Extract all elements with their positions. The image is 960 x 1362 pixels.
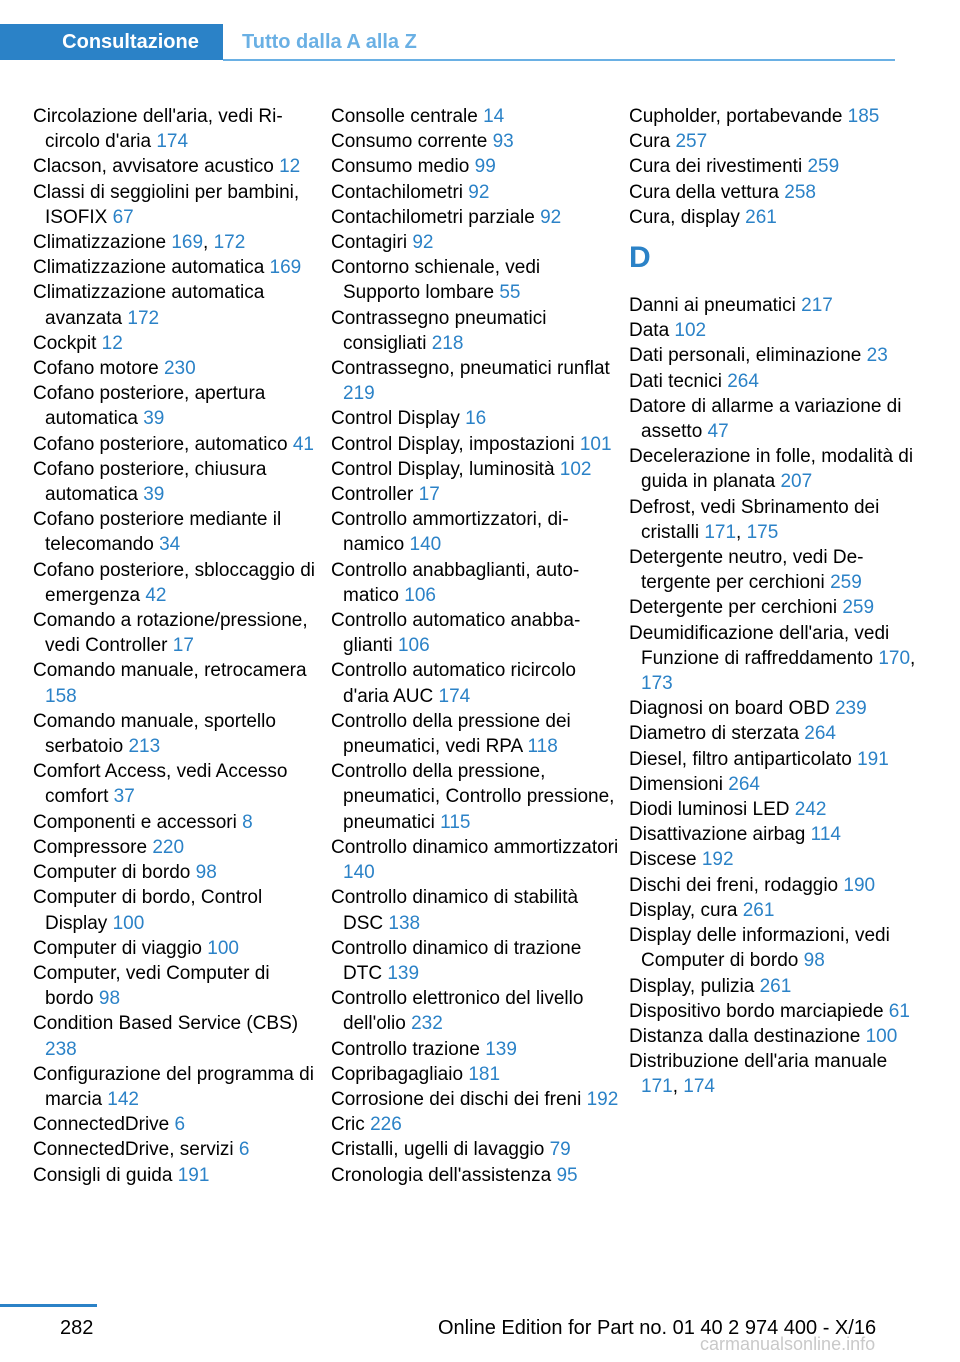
index-entry-term: Cric: [331, 1114, 365, 1136]
index-entry-term: Contachilometri parziale: [331, 206, 535, 228]
index-entry: [331, 432, 621, 457]
index-entry: [629, 154, 919, 179]
index-entry-term: Cofano posteriore, sbloccaggio di emergenza: [33, 559, 316, 606]
page-reference-link[interactable]: 259: [842, 597, 875, 619]
index-entry: [629, 847, 919, 872]
index-entry-term: Cockpit: [33, 332, 97, 354]
page-reference-link[interactable]: 100: [865, 1025, 898, 1047]
index-entry-term: Controller: [331, 484, 414, 506]
index-entry-term: Computer di bordo: [33, 862, 191, 884]
section-tab[interactable]: Consultazione: [0, 24, 223, 60]
index-entry: [331, 356, 621, 406]
index-entry: [331, 406, 621, 431]
page-reference-link[interactable]: 207: [780, 471, 813, 493]
index-entry-term: Climatizzazione automatica avanzata: [33, 282, 265, 329]
index-entry: [331, 759, 621, 835]
page-reference-link[interactable]: 172: [127, 307, 160, 329]
index-entry-term: Detergente per cerchioni: [629, 597, 838, 619]
index-entry-term: Controllo trazione: [331, 1038, 480, 1060]
page-reference-link[interactable]: 258: [784, 181, 816, 203]
page-reference-link[interactable]: 41: [292, 433, 314, 455]
index-entry-term: Discese: [629, 849, 697, 871]
page-reference-link[interactable]: 242: [794, 799, 827, 821]
index-entry: [33, 558, 323, 608]
index-entry-term: Cura della vettura: [629, 181, 779, 203]
page-reference-link[interactable]: 261: [759, 975, 792, 997]
index-entry-term: Controllo della pressione dei pneumatici, vedi RPA: [331, 710, 571, 758]
page-reference-link[interactable]: 100: [207, 937, 239, 959]
index-entry-term: Diametro di sterzata: [629, 723, 800, 745]
index-entry-term: Control Display, impostazioni: [331, 433, 575, 455]
index-entry-term: Cofano posteriore mediante il telecomando: [33, 509, 282, 556]
index-entry: [33, 507, 323, 557]
page-reference-link[interactable]: 16: [465, 408, 487, 430]
index-entry-term: Componenti e accessori: [33, 811, 237, 833]
index-entry-term: Distribuzione dell'aria manuale: [629, 1051, 888, 1073]
page-reference-link[interactable]: 95: [556, 1164, 578, 1186]
page-reference-link[interactable]: 217: [801, 295, 833, 317]
page-reference-link[interactable]: 8: [242, 811, 253, 833]
index-entry-term: ConnectedDrive: [33, 1114, 170, 1136]
page-reference-link[interactable]: 114: [810, 824, 841, 846]
index-entry: [33, 255, 323, 280]
page-reference-link[interactable]: 264: [728, 773, 760, 795]
index-entry-term: Data: [629, 320, 670, 342]
page-reference-link[interactable]: 185: [847, 106, 880, 127]
page-reference-link[interactable]: 98: [195, 862, 217, 884]
index-entry-term: Cofano motore: [33, 358, 159, 380]
index-entry: [629, 369, 919, 394]
index-entry: [33, 356, 323, 381]
index-entry: [629, 318, 919, 343]
page-reference-link[interactable]: 12: [101, 332, 123, 354]
page-reference-link[interactable]: 140: [409, 534, 442, 556]
page-reference-link[interactable]: 39: [143, 484, 165, 506]
index-entry-term: Danni ai pneumatici: [629, 295, 796, 317]
page-reference-link[interactable]: 42: [145, 584, 167, 606]
index-entry: [331, 457, 621, 482]
index-entry: [629, 293, 919, 318]
index-entry-term: Controllo dinamico di stabilità DSC: [331, 887, 579, 934]
index-entry: [33, 1163, 323, 1188]
index-entry: [331, 154, 621, 179]
page-reference-link[interactable]: 172: [213, 232, 246, 254]
index-entry: [629, 180, 919, 205]
index-entry-term: Controllo dinamico di trazione DTC: [331, 937, 582, 984]
page-reference-link[interactable]: 175: [746, 521, 779, 543]
index-entry-term: Configurazione del programma di marcia: [33, 1063, 314, 1110]
index-entry-term: Cronologia dell'assistenza: [331, 1164, 552, 1186]
page-reference-link[interactable]: 34: [159, 534, 181, 556]
index-entry-term: Disattivazione airbag: [629, 824, 806, 846]
index-entry: [331, 1087, 621, 1112]
page-reference-link[interactable]: 238: [45, 1038, 77, 1060]
index-letter-heading: D: [629, 241, 651, 275]
page-reference-link[interactable]: 47: [707, 421, 729, 443]
page-reference-link[interactable]: 14: [483, 106, 505, 127]
index-entry-term: Cupholder, portabevande: [629, 106, 843, 127]
index-entry: [33, 860, 323, 885]
index-entry-term: Control Display: [331, 408, 460, 430]
page-reference-link[interactable]: 264: [727, 370, 759, 392]
page-reference-link[interactable]: 218: [431, 332, 464, 354]
header-rule: [223, 59, 895, 61]
page-reference-link[interactable]: 191: [857, 748, 889, 770]
index-entry: [629, 104, 919, 129]
index-entry-term: Circolazione dell'aria, vedi Ricircolo d'aria: [33, 106, 283, 153]
index-entry: Defrost, vedi Sbrinamento dei cristalli 171, 175: [629, 496, 880, 543]
page-reference-link[interactable]: 98: [803, 950, 825, 972]
index-entry: [629, 394, 919, 444]
page-reference-link[interactable]: 171: [704, 521, 737, 543]
index-entry: [331, 936, 621, 986]
index-entry: [33, 381, 323, 431]
page-reference-link[interactable]: 138: [388, 912, 421, 934]
index-entry: [629, 873, 919, 898]
index-entry-term: Controllo dinamico ammortizzatori: [331, 836, 619, 858]
index-entry-term: Computer di bordo, Control Display: [33, 887, 263, 934]
page-reference-link[interactable]: 79: [549, 1139, 571, 1161]
index-entry-term: Computer di viaggio: [33, 937, 202, 959]
page-reference-link[interactable]: 174: [683, 1076, 715, 1098]
index-entry: [33, 180, 323, 230]
index-entry-term: Clacson, avvisatore acustico: [33, 156, 274, 178]
index-entry-term: Dati personali, eliminazione: [629, 345, 862, 367]
index-column-2: [331, 104, 621, 1188]
index-entry: [33, 1011, 323, 1061]
index-entry: Distribuzione dell'aria manuale 171, 174: [629, 1051, 888, 1098]
index-entry-term: Controllo automatico anabbaglianti: [331, 610, 581, 657]
index-entry-term: Cofano posteriore, chiusura automatica: [33, 458, 267, 506]
index-entry-term: Contachilometri: [331, 181, 463, 203]
index-entry-term: Cura dei rivestimenti: [629, 156, 803, 178]
index-entry-term: ConnectedDrive, servizi: [33, 1139, 234, 1161]
index-entry-term: Condition Based Service (CBS): [33, 1013, 299, 1035]
index-entry-term: Dispositivo bordo marciapiede: [629, 1000, 884, 1022]
page-reference-link[interactable]: 171: [641, 1076, 673, 1098]
page-reference-link[interactable]: 192: [586, 1088, 619, 1110]
index-entry: [331, 1062, 621, 1087]
page-reference-link[interactable]: 232: [411, 1013, 443, 1035]
index-entry-term: Decelerazione in folle, modalità di guida in planata: [629, 446, 914, 493]
index-entry: [33, 154, 323, 179]
page-reference-link[interactable]: 174: [438, 685, 471, 707]
page-reference-link[interactable]: 170: [878, 647, 911, 669]
index-entry: [33, 759, 323, 809]
index-entry-term: Contrassegno, pneumatici runflat: [331, 358, 610, 380]
index-entry: Climatizzazione 169, 172: [33, 232, 246, 254]
index-entry: [33, 835, 323, 860]
page-reference-link[interactable]: 6: [174, 1114, 186, 1136]
index-entry: [33, 936, 323, 961]
index-entry: [629, 923, 919, 973]
page-reference-link[interactable]: 169: [171, 232, 204, 254]
index-entry: [33, 709, 323, 759]
index-entry: [33, 658, 323, 708]
page-reference-link[interactable]: 17: [418, 484, 440, 506]
page-reference-link[interactable]: 181: [468, 1063, 501, 1085]
index-entry-term: Dimensioni: [629, 773, 723, 795]
index-entry: [33, 1062, 323, 1112]
index-entry: [33, 432, 323, 457]
index-entry-term: Controllo automatico ricircolo d'aria AUC: [331, 660, 576, 707]
index-entry-term: Controllo anabbaglianti, automatico: [331, 559, 580, 606]
page-reference-link[interactable]: 139: [387, 962, 420, 984]
index-entry: [629, 696, 919, 721]
index-entry: [629, 999, 919, 1024]
page-header: [0, 24, 895, 62]
page-reference-link[interactable]: 264: [804, 723, 836, 745]
index-entry: [629, 772, 919, 797]
index-entry-term: Contorno schienale, vedi Supporto lombare: [331, 257, 541, 304]
index-entry: [331, 986, 621, 1036]
index-entry-term: Corrosione dei dischi dei freni: [331, 1088, 582, 1110]
index-entry: [33, 810, 323, 835]
page-reference-link[interactable]: 67: [112, 206, 134, 228]
index-entry: [629, 898, 919, 923]
page-reference-link[interactable]: 92: [540, 206, 562, 228]
index-entry: Deumidificazione dell'aria, vedi Funzione di raffreddamento 170, 173: [629, 622, 916, 695]
page-reference-link[interactable]: 192: [701, 849, 734, 871]
index-entry: [629, 343, 919, 368]
page-reference-link[interactable]: 140: [343, 862, 375, 884]
index-entry: [331, 129, 621, 154]
index-entry-term: Comando manuale, retrocamera: [33, 660, 307, 682]
index-entry-term: Display delle informazioni, vedi Computer di bordo: [629, 925, 890, 972]
page-reference-link[interactable]: 98: [98, 988, 121, 1010]
index-entry: [331, 180, 621, 205]
page-reference-link[interactable]: 261: [745, 206, 777, 228]
index-entry-term: Cristalli, ugelli di lavaggio: [331, 1139, 545, 1161]
index-entry-term: Computer, vedi Computer di bordo: [33, 962, 270, 1010]
index-entry-term: Dati tecnici: [629, 370, 722, 392]
index-entry: [331, 104, 621, 129]
index-entry: [629, 721, 919, 746]
page-reference-link[interactable]: 93: [492, 131, 514, 153]
index-group-c: [629, 104, 919, 230]
page-reference-link[interactable]: 174: [156, 131, 189, 153]
page-reference-link[interactable]: 6: [238, 1139, 250, 1161]
page-reference-link[interactable]: 106: [404, 584, 436, 606]
index-entry-term: Defrost, vedi Sbrinamento dei cristalli: [629, 496, 880, 543]
index-entry: [331, 709, 621, 759]
index-entry-term: Climatizzazione: [33, 232, 167, 254]
page-reference-link[interactable]: 220: [152, 836, 185, 858]
page-reference-link[interactable]: 239: [834, 698, 867, 720]
page-reference-link[interactable]: 102: [674, 320, 707, 342]
page-reference-link[interactable]: 158: [45, 685, 77, 707]
index-entry: [629, 595, 919, 620]
index-column-3: [629, 104, 919, 1100]
page-reference-link[interactable]: 101: [579, 433, 612, 455]
index-entry-term: Display, cura: [629, 899, 738, 921]
index-entry: [331, 482, 621, 507]
watermark: carmanualsonline.info: [700, 1334, 876, 1354]
index-entry-term: Controllo ammortizzatori, dinamico: [331, 509, 569, 556]
page-reference-link[interactable]: 257: [675, 131, 708, 153]
index-entry-term: Diagnosi on board OBD: [629, 698, 830, 720]
page-reference-link[interactable]: 230: [163, 358, 196, 380]
index-entry: [33, 104, 323, 154]
index-entry-term: Cura, display: [629, 206, 740, 228]
index-entry: [33, 885, 323, 935]
index-entry: [331, 230, 621, 255]
index-entry-term: Diesel, filtro antiparticolato: [629, 748, 852, 770]
index-entry-term: Consigli di guida: [33, 1164, 173, 1186]
index-entry: [33, 1137, 323, 1162]
subsection-link[interactable]: Tutto dalla A alla Z: [242, 30, 417, 53]
index-column-1: [33, 104, 323, 1188]
index-entry: [331, 306, 621, 356]
index-entry-term: Deumidificazione dell'aria, vedi Funzione di raffreddamento: [629, 622, 890, 669]
edition-note: Online Edition for Part no. 01 40 2 974 400 - X/16: [438, 1317, 877, 1339]
index-entry-term: Controllo elettronico del livello dell'olio: [331, 988, 584, 1035]
page-reference-link[interactable]: 100: [112, 912, 145, 934]
index-entry-term: Contrassegno pneumatici consigliati: [331, 307, 547, 354]
page-reference-link[interactable]: 23: [866, 345, 888, 367]
index-entry-term: Detergente neutro, vedi Detergente per cerchioni: [629, 547, 864, 594]
index-entry: [331, 608, 621, 658]
page-reference-link[interactable]: 213: [128, 736, 161, 758]
index-entry: [331, 507, 621, 557]
index-entry: [33, 457, 323, 507]
index-entry-term: Compressore: [33, 836, 148, 858]
footer-rule: [0, 1304, 97, 1307]
page-reference-link[interactable]: 12: [279, 156, 301, 178]
index-entry: [629, 974, 919, 999]
index-entry: [331, 558, 621, 608]
index-entry: [33, 961, 323, 1011]
index-entry-term: Cofano posteriore, apertura automatica: [33, 383, 266, 430]
page-reference-link[interactable]: 99: [474, 156, 496, 178]
page-reference-link[interactable]: 92: [468, 181, 490, 203]
index-entry-term: Comando a rotazione/pressione, vedi Controller: [33, 610, 308, 657]
index-entry-term: Contagiri: [331, 232, 408, 254]
page-reference-link[interactable]: 190: [843, 874, 876, 896]
index-entry: [33, 331, 323, 356]
index-entry: [331, 885, 621, 935]
index-entry-term: Diodi luminosi LED: [629, 799, 790, 821]
index-entry: [33, 1112, 323, 1137]
page-reference-link[interactable]: 173: [641, 673, 673, 695]
index-entry-term: Copribagagliaio: [331, 1063, 464, 1085]
index-entry: [331, 1037, 621, 1062]
page-reference-link[interactable]: 259: [830, 572, 862, 594]
page-reference-link[interactable]: 115: [440, 811, 471, 833]
page-reference-link[interactable]: 259: [807, 156, 840, 178]
index-entry-term: Datore di allarme a variazione di assetto: [629, 395, 902, 443]
index-entry-term: Consumo medio: [331, 156, 470, 178]
page-reference-link[interactable]: 106: [397, 635, 430, 657]
index-entry: [629, 822, 919, 847]
index-entry-term: Consolle centrale: [331, 106, 478, 127]
index-entry-term: Classi di seggiolini per bambini, ISOFIX: [33, 181, 300, 228]
index-entry: [331, 255, 621, 305]
index-group-d: [629, 293, 919, 1100]
page-reference-link[interactable]: 261: [742, 899, 775, 921]
index-entry-term: Climatizzazione automatica: [33, 257, 265, 279]
index-entry-term: Control Display, luminosità: [331, 458, 555, 480]
index-entry-term: Comando manuale, sportello serbatoio: [33, 710, 276, 758]
index-entry: [331, 658, 621, 708]
index-entry: [331, 1112, 621, 1137]
index-entry-term: Consumo corrente: [331, 131, 488, 153]
page-reference-link[interactable]: 219: [343, 383, 375, 405]
index-entry: [629, 747, 919, 772]
index-entry: [331, 1163, 621, 1188]
page-reference-link[interactable]: 61: [888, 1000, 910, 1022]
page-reference-link[interactable]: 142: [107, 1088, 139, 1110]
index-entry: [33, 608, 323, 658]
index-entry: [331, 1137, 621, 1162]
page-reference-link[interactable]: 226: [370, 1114, 402, 1136]
index-entry: [33, 280, 323, 330]
index-entry-term: Display, pulizia: [629, 975, 755, 997]
page-reference-link[interactable]: 55: [499, 282, 521, 304]
page-reference-link[interactable]: 169: [269, 257, 302, 279]
index-entry: [629, 444, 919, 494]
index-entry: [331, 835, 621, 885]
page-reference-link[interactable]: 139: [485, 1038, 517, 1060]
index-entry: [331, 205, 621, 230]
index-entry-term: Distanza dalla destinazione: [629, 1025, 861, 1047]
index-entry: [629, 545, 919, 595]
page-reference-link[interactable]: 102: [559, 458, 592, 480]
index-entry: [629, 205, 919, 230]
index-entry: [629, 1024, 919, 1049]
index-entry-term: Cura: [629, 131, 671, 153]
page-reference-link[interactable]: 37: [113, 786, 135, 808]
page-reference-link[interactable]: 191: [177, 1164, 210, 1186]
page-number: 282: [60, 1317, 94, 1339]
page-reference-link[interactable]: 39: [143, 408, 165, 430]
index-entry-term: Comfort Access, vedi Accesso comfort: [33, 761, 288, 808]
index-entry-term: Cofano posteriore, automatico: [33, 433, 288, 455]
index-entry-term: Controllo della pressione, pneumatici, Controllo pressione, pneumatici: [331, 761, 615, 833]
page-reference-link[interactable]: 92: [412, 232, 434, 254]
page-reference-link[interactable]: 118: [527, 736, 558, 758]
index-entry: [629, 129, 919, 154]
index-entry: [629, 797, 919, 822]
page-reference-link[interactable]: 17: [172, 635, 194, 657]
index-entry-term: Dischi dei freni, rodaggio: [629, 874, 839, 896]
